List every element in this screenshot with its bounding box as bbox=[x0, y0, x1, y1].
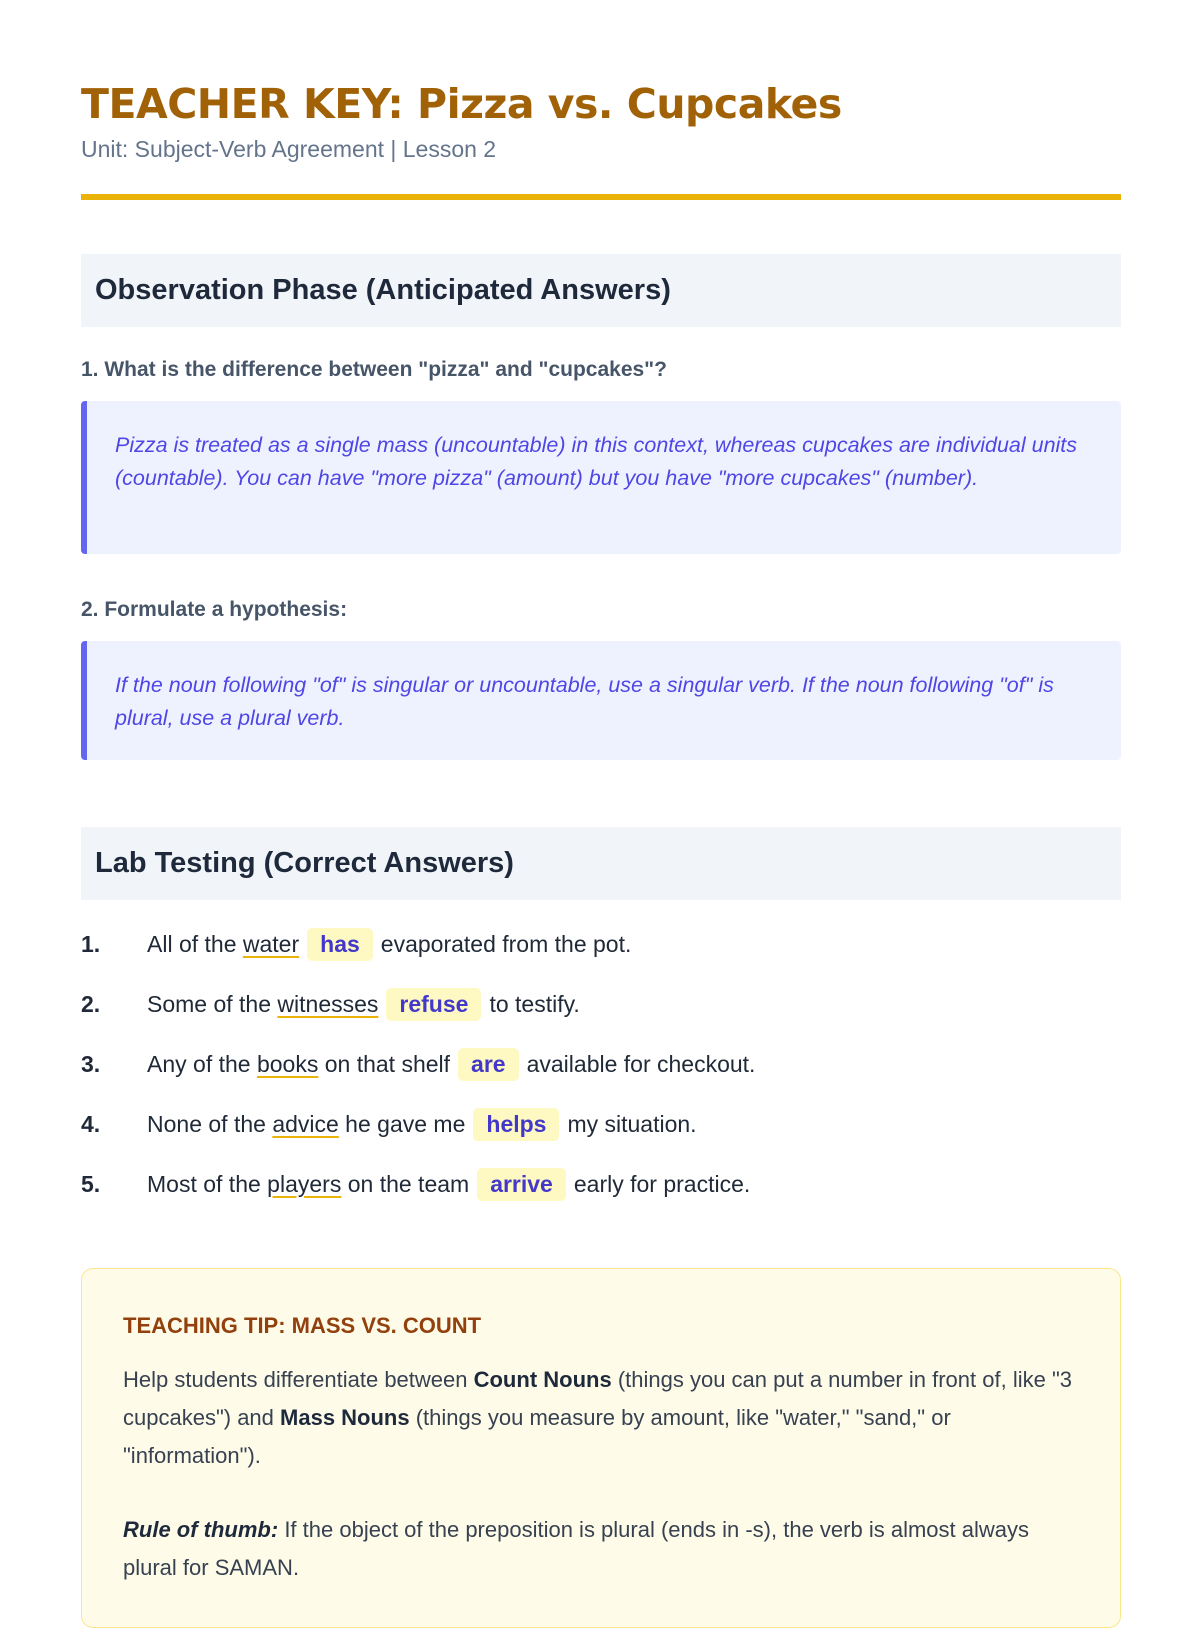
text: on the team bbox=[341, 1170, 470, 1197]
text: on that shelf bbox=[318, 1050, 451, 1077]
tip-title: TEACHING TIP: MASS VS. COUNT bbox=[123, 1313, 482, 1338]
section-heading-lab: Lab Testing (Correct Answers) bbox=[81, 827, 1121, 900]
text: early for practice. bbox=[573, 1170, 751, 1197]
list-item bbox=[81, 1046, 755, 1082]
term-mass-nouns: Mass Nouns bbox=[280, 1405, 410, 1430]
list-item bbox=[81, 986, 580, 1022]
item-number: 2. bbox=[81, 990, 101, 1017]
verb-answer: arrive bbox=[477, 1168, 566, 1201]
teaching-tip-box bbox=[81, 1268, 1121, 1628]
term-count-nouns: Count Nouns bbox=[473, 1367, 612, 1392]
verb-answer: has bbox=[307, 928, 373, 961]
text: available for checkout. bbox=[526, 1050, 756, 1077]
verb-answer: helps bbox=[473, 1108, 559, 1141]
answer-box: Pizza is treated as a single mass (uncountable) in this context, whereas cupcakes are individual units (countable). You can have "more pizza" (amount) but you have "more cupcakes" (number). bbox=[81, 401, 1121, 554]
text: (things you can put a number in front of, like "3 cupcakes") and bbox=[123, 1367, 1072, 1430]
text: Some of the bbox=[147, 990, 278, 1017]
item-number: 1. bbox=[81, 930, 101, 957]
subject-noun: books bbox=[256, 1050, 319, 1077]
item-number: 3. bbox=[81, 1050, 101, 1077]
list-item bbox=[81, 1166, 750, 1202]
subject-noun: advice bbox=[272, 1110, 339, 1137]
section-heading-observation: Observation Phase (Anticipated Answers) bbox=[81, 254, 1121, 327]
text: he gave me bbox=[338, 1110, 466, 1137]
text: (things you measure by amount, like "water," "sand," or "information"). bbox=[123, 1405, 951, 1468]
rule-label: Rule of thumb: bbox=[123, 1517, 279, 1542]
text: Most of the bbox=[147, 1170, 268, 1197]
item-number: 5. bbox=[81, 1170, 101, 1197]
tip-rule bbox=[123, 1511, 1080, 1587]
subject-noun: players bbox=[267, 1170, 342, 1197]
item-number: 4. bbox=[81, 1110, 101, 1137]
text: Any of the bbox=[147, 1050, 257, 1077]
text: to testify. bbox=[489, 990, 580, 1017]
question-label: 2. Formulate a hypothesis: bbox=[81, 598, 348, 621]
question-label: 1. What is the difference between "pizza" and "cupcakes"? bbox=[81, 358, 667, 381]
page-title: TEACHER KEY: Pizza vs. Cupcakes bbox=[81, 80, 842, 128]
subject-noun: water bbox=[242, 930, 300, 957]
verb-answer: refuse bbox=[386, 988, 481, 1021]
text: Help students differentiate between bbox=[123, 1367, 474, 1392]
text: None of the bbox=[147, 1110, 273, 1137]
subject-noun: witnesses bbox=[277, 990, 379, 1017]
text: evaporated from the pot. bbox=[380, 930, 632, 957]
tip-body bbox=[123, 1361, 1080, 1587]
list-item bbox=[81, 926, 631, 962]
verb-answer: are bbox=[458, 1048, 519, 1081]
divider bbox=[81, 194, 1121, 200]
answer-box: If the noun following "of" is singular or uncountable, use a singular verb. If the noun following "of" is plural, use a plural verb. bbox=[81, 641, 1121, 760]
tip-paragraph bbox=[123, 1361, 1080, 1475]
text: All of the bbox=[147, 930, 243, 957]
text: my situation. bbox=[567, 1110, 697, 1137]
text: If the object of the preposition is plural (ends in -s), the verb is almost always plural for SAMAN. bbox=[123, 1517, 1029, 1580]
page-subtitle: Unit: Subject-Verb Agreement | Lesson 2 bbox=[81, 136, 497, 162]
list-item bbox=[81, 1106, 697, 1142]
